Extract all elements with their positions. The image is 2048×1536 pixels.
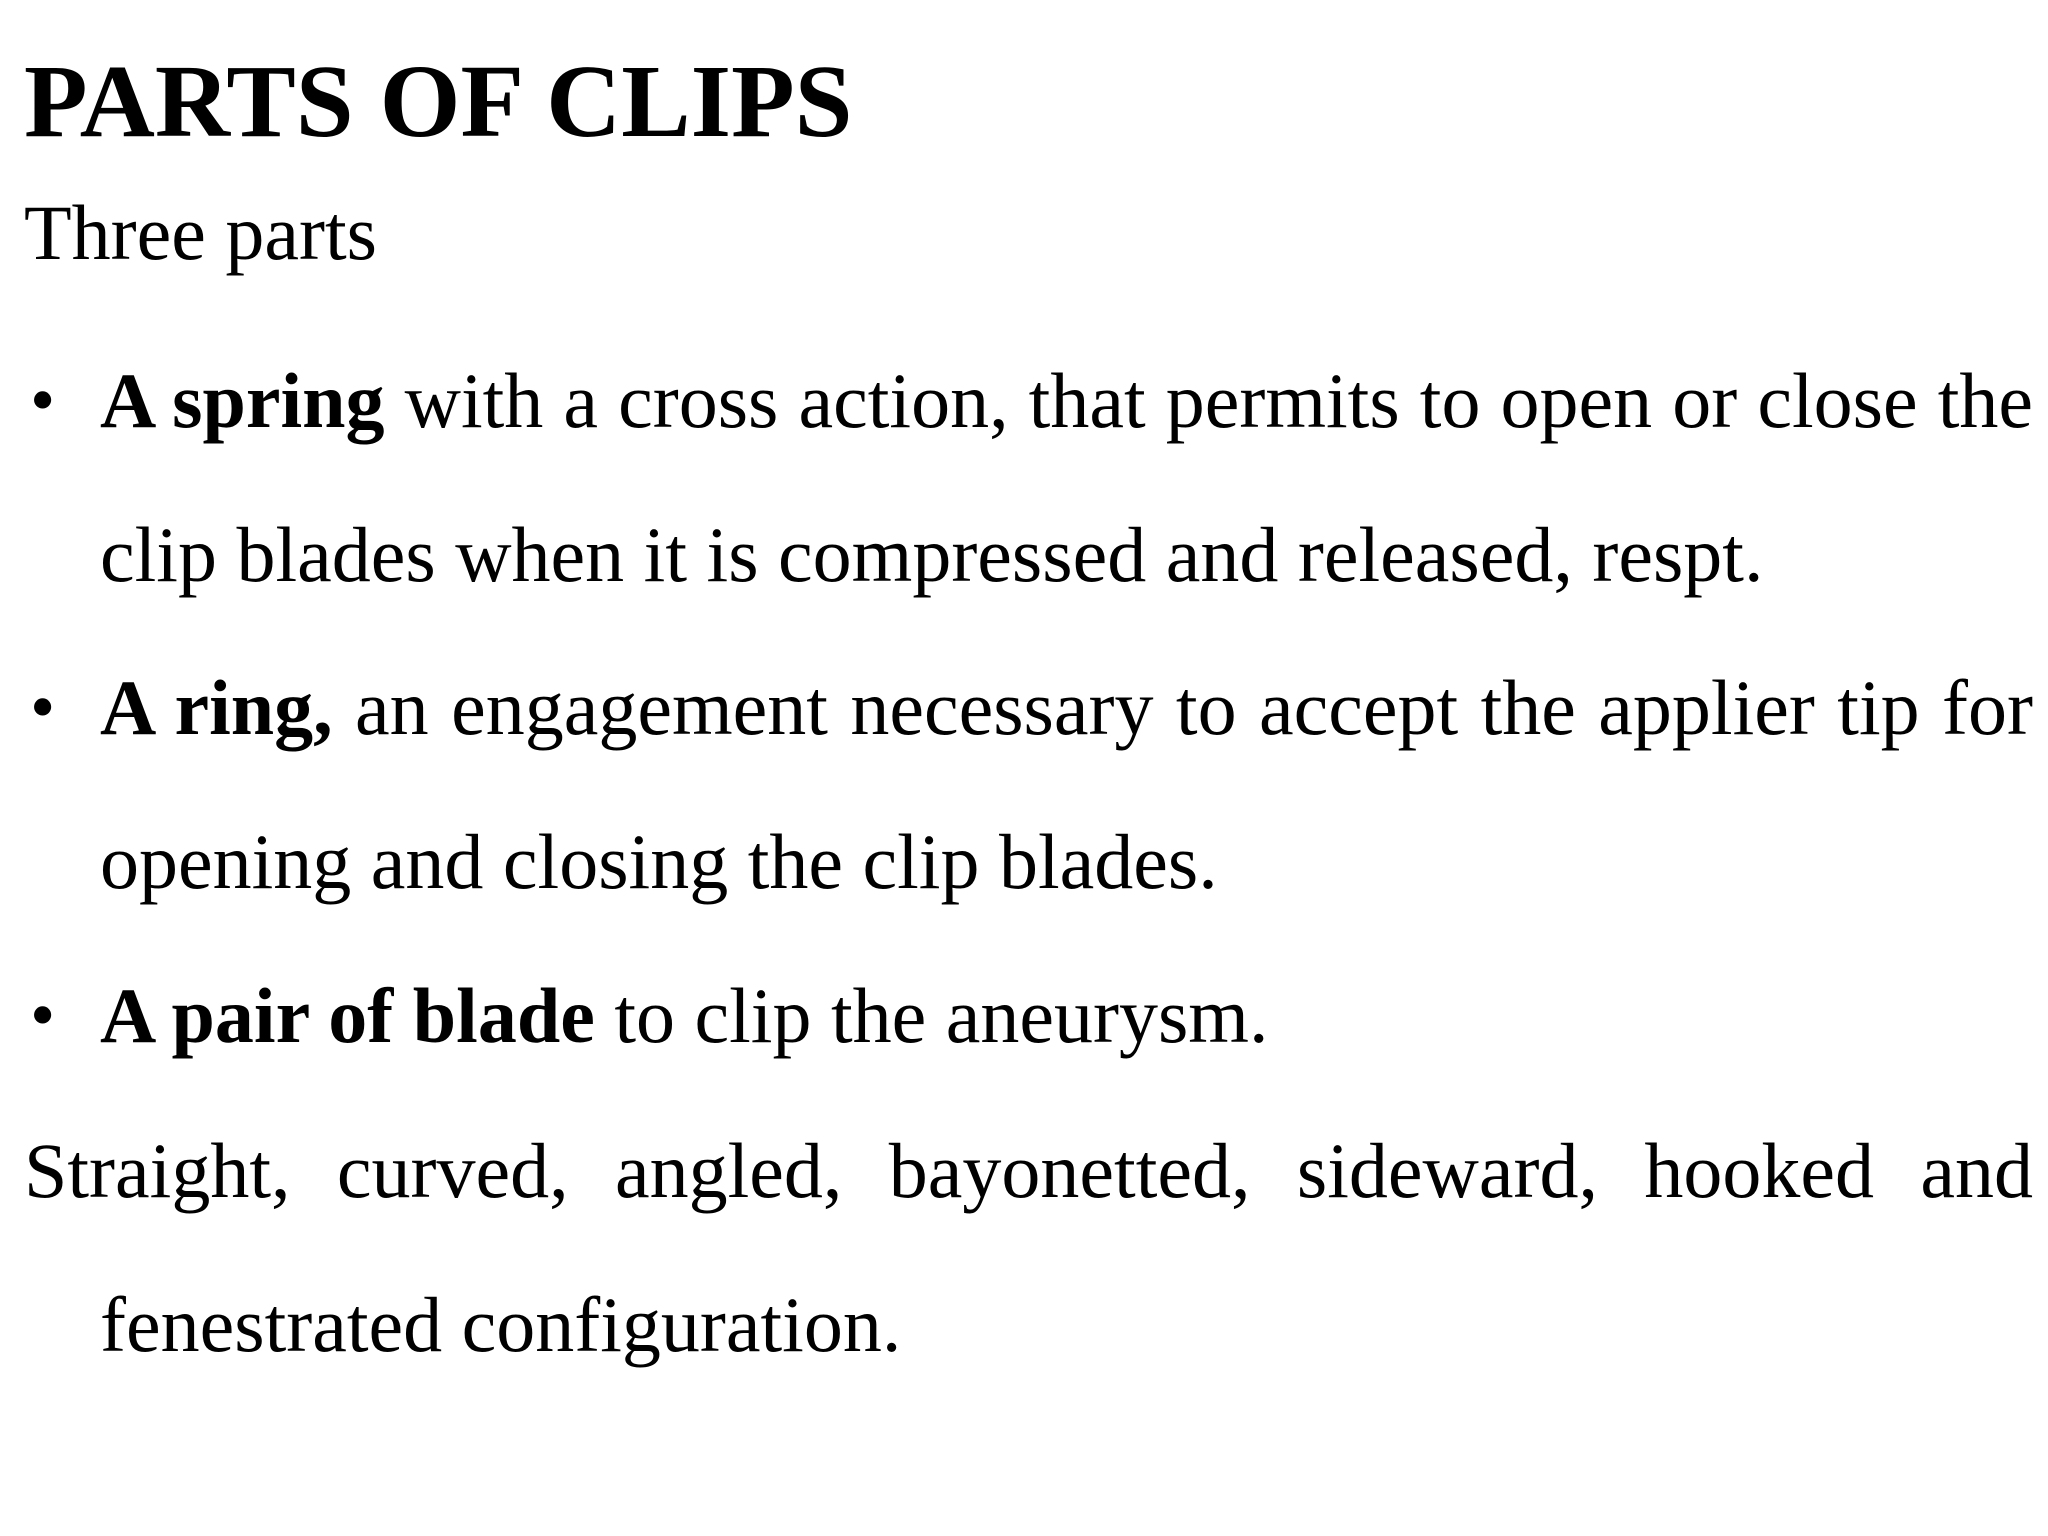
- bullet-marker: •: [30, 975, 56, 1055]
- bullet-marker: •: [30, 667, 56, 747]
- bullet-item-spring-text: with a cross action, that permits to open or close the clip blades when it is compressed and released, respt.: [100, 357, 2033, 598]
- bullet-marker: •: [30, 360, 56, 440]
- bullet-item-ring-term: A ring,: [100, 664, 333, 751]
- bullet-item-blade-text: to clip the aneurysm.: [594, 972, 1269, 1059]
- bullet-item-ring-text: an engagement necessary to accept the applier tip for opening and closing the clip blades.: [100, 664, 2033, 905]
- bullet-item-spring-term: A spring: [100, 357, 385, 444]
- configuration-text: [24, 1094, 2033, 1402]
- bullet-item-blade-term: A pair of blade: [100, 972, 595, 1059]
- bullet-item-blade: [100, 939, 2033, 1093]
- slide-subtitle: Three parts: [24, 189, 377, 276]
- bullet-item-ring: [100, 631, 2033, 939]
- slide-title: PARTS OF CLIPS: [24, 44, 853, 159]
- bullet-item-spring: [100, 324, 2033, 632]
- configuration-text-content: Straight, curved, angled, bayonetted, sideward, hooked and fenestrated configuration.: [24, 1127, 2033, 1368]
